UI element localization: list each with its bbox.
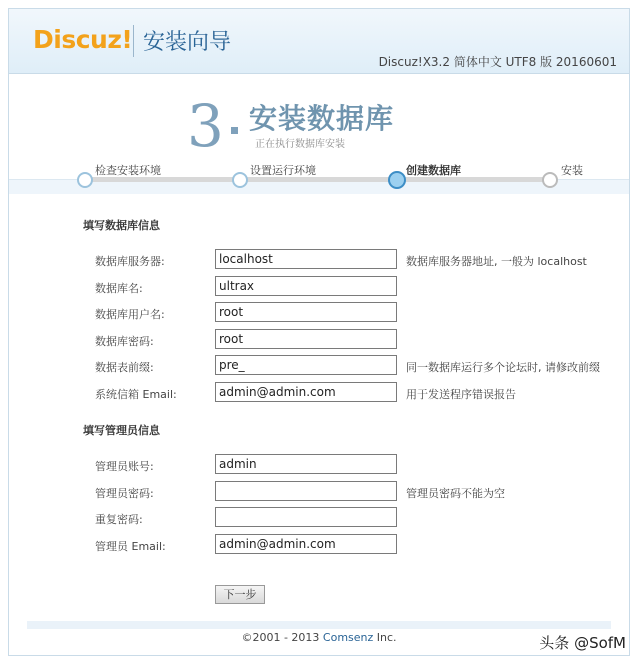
system-email-hint: 用于发送程序错误报告 <box>406 388 516 401</box>
db-user-input[interactable] <box>215 302 397 322</box>
db-password-input[interactable] <box>215 329 397 349</box>
system-email-input[interactable] <box>215 382 397 402</box>
repeat-password-label: 重复密码: <box>95 513 143 526</box>
db-password-label: 数据库密码: <box>95 335 154 348</box>
admin-email-input[interactable] <box>215 534 397 554</box>
progress-dot-3-current <box>388 171 406 189</box>
table-prefix-hint: 同一数据库运行多个论坛时, 请修改前缀 <box>406 361 600 374</box>
discuz-logo: Discuz! <box>33 25 133 54</box>
footer-copyright: ©2001 - 2013 Comsenz Inc. <box>241 631 397 644</box>
admin-email-label: 管理员 Email: <box>95 540 166 553</box>
admin-password-label: 管理员密码: <box>95 487 154 500</box>
header <box>9 9 629 74</box>
next-step-button[interactable]: 下一步 <box>215 585 265 604</box>
progress-label-4: 安装 <box>561 164 583 177</box>
admin-password-input[interactable] <box>215 481 397 501</box>
db-user-label: 数据库用户名: <box>95 308 165 321</box>
step-subtitle: 正在执行数据库安装 <box>255 139 345 150</box>
progress-dot-1 <box>77 172 93 188</box>
db-server-label: 数据库服务器: <box>95 255 165 268</box>
progress-label-2: 设置运行环境 <box>250 164 316 177</box>
step-number-dot <box>231 127 238 134</box>
header-separator <box>133 25 134 57</box>
db-section-title: 填写数据库信息 <box>83 219 160 232</box>
installer-window <box>8 8 630 656</box>
version-info: Discuz!X3.2 简体中文 UTF8 版 20160601 <box>378 55 617 69</box>
db-server-hint: 数据库服务器地址, 一般为 localhost <box>406 255 587 268</box>
repeat-password-input[interactable] <box>215 507 397 527</box>
wizard-title: 安装向导 <box>143 30 232 55</box>
db-name-input[interactable] <box>215 276 397 296</box>
progress-label-1: 检查安装环境 <box>95 164 161 177</box>
db-name-label: 数据库名: <box>95 282 143 295</box>
progress-label-3: 创建数据库 <box>406 164 461 177</box>
admin-section-title: 填写管理员信息 <box>83 424 160 437</box>
comsenz-link[interactable]: Comsenz <box>322 631 374 644</box>
step-number: 3 <box>187 92 224 160</box>
step-title: 安装数据库 <box>249 102 395 135</box>
table-prefix-input[interactable] <box>215 355 397 375</box>
db-server-input[interactable] <box>215 249 397 269</box>
system-email-label: 系统信箱 Email: <box>95 388 177 401</box>
admin-username-input[interactable] <box>215 454 397 474</box>
progress-dot-2 <box>232 172 248 188</box>
footer-band <box>27 621 611 629</box>
progress-dot-4 <box>542 172 558 188</box>
watermark: 头条 @SofM <box>539 634 626 652</box>
admin-password-hint: 管理员密码不能为空 <box>406 487 505 500</box>
admin-username-label: 管理员账号: <box>95 460 154 473</box>
table-prefix-label: 数据表前缀: <box>95 361 154 374</box>
